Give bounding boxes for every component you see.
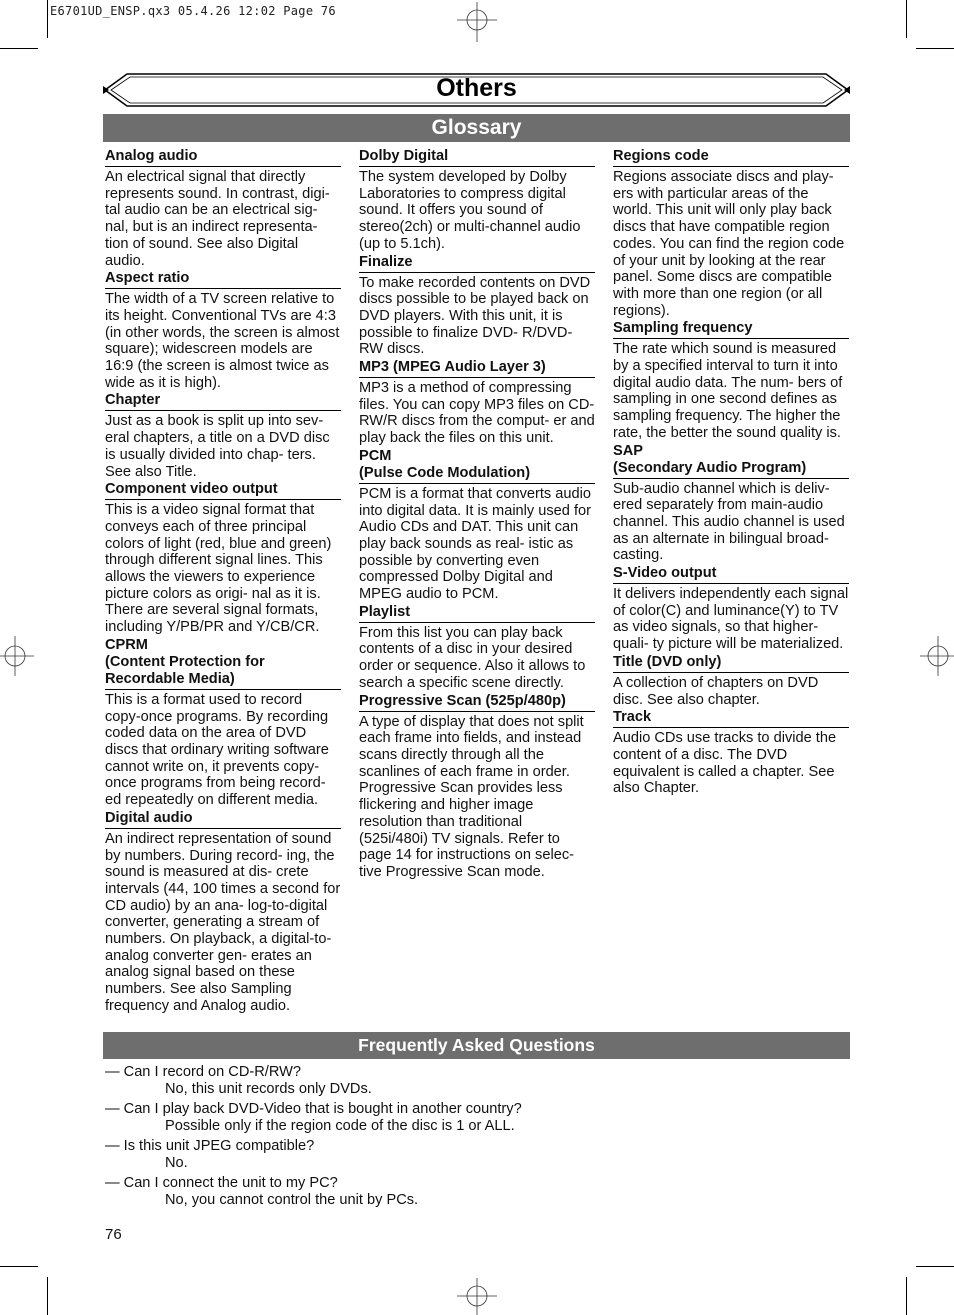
glossary-definition: The rate which sound is measured by a specified interval to turn it into digital audio data. The num- bers of sampling in one second defines as sampling frequency. The higher the rate, the better the sound quality is.: [613, 341, 843, 441]
glossary-entry: [359, 359, 595, 447]
glossary-term-line: Regions code: [613, 148, 709, 164]
glossary-definition: It delivers independently each signal of color(C) and luminance(Y) to TV as video signals, so that higher-quali- ty picture will be materialized.: [613, 586, 849, 653]
glossary-definition: To make recorded contents on DVD discs possible to be played back on DVD players. With this unit, it is possible to finalize DVD- R/DVD-RW discs.: [359, 274, 591, 358]
glossary-term-line: (Secondary Audio Program): [613, 459, 807, 476]
glossary-term-line: Finalize: [359, 253, 413, 270]
glossary-definition: Sub-audio channel which is deliv- ered separately from main-audio channel. This audio channel is used as an alternate in bilingual broad- casting.: [613, 480, 845, 564]
crop-mark: [47, 1277, 48, 1315]
faq-item: [105, 1175, 845, 1208]
glossary-entry: [359, 148, 595, 253]
registration-mark-icon: [457, 1278, 497, 1315]
glossary-term-line: (Pulse Code Modulation): [359, 464, 531, 481]
glossary-term: [613, 654, 849, 673]
faq-item: [105, 1064, 845, 1097]
glossary-entry: [105, 810, 341, 1015]
glossary-term-line: Aspect ratio: [105, 270, 190, 287]
glossary-entry: [613, 654, 849, 708]
glossary-entry: [359, 693, 595, 881]
faq-answer: No, this unit records only DVDs.: [165, 1080, 372, 1097]
glossary-entry: [359, 448, 595, 603]
glossary-entry: [105, 481, 341, 636]
glossary-term: [105, 148, 341, 167]
glossary-term-line: Recordable Media): [105, 670, 235, 687]
glossary-heading: Glossary: [103, 114, 850, 142]
crop-mark: [0, 1266, 38, 1267]
glossary-term-line: MP3 (MPEG Audio Layer 3): [359, 359, 546, 376]
faq-question: — Can I play back DVD-Video that is bought in another country?: [105, 1101, 522, 1117]
faq-heading: Frequently Asked Questions: [103, 1032, 850, 1059]
glossary-term-line: Progressive Scan (525p/480p): [359, 692, 566, 709]
glossary-entry: [359, 604, 595, 692]
glossary-definition: An indirect representation of sound by numbers. During record- ing, the sound is measured at dis- crete intervals (44, 100 times a second for CD audio) by an ana- log-to-digital converter, generating a stream of numbers. On playback, a digital-to-analog converter gen- erates an analog signal based on these numbers. See also Sampling frequency and Analog audio.: [105, 830, 341, 1014]
glossary-term-line: Track: [613, 709, 652, 726]
glossary-definition: A collection of chapters on DVD disc. See also chapter.: [613, 674, 819, 708]
glossary-term: [105, 392, 341, 411]
faq-answer: No, you cannot control the unit by PCs.: [165, 1191, 419, 1208]
registration-mark-icon: [457, 2, 497, 42]
faq-item: [105, 1138, 845, 1171]
page-number: 76: [105, 1226, 122, 1243]
glossary-term: [359, 448, 595, 484]
glossary-term-line: SAP: [613, 442, 644, 459]
glossary-term-line: CPRM: [105, 636, 148, 653]
glossary-entry: [105, 148, 341, 269]
registration-mark-icon: [920, 636, 954, 676]
print-header: E6701UD_ENSP.qx3 05.4.26 12:02 Page 76: [50, 4, 336, 18]
glossary-term: [359, 693, 595, 712]
glossary-term: [613, 443, 849, 479]
crop-mark: [906, 1277, 907, 1315]
glossary-term-line: Component video output: [105, 481, 278, 498]
glossary-term: [359, 604, 595, 623]
glossary-term: [613, 709, 849, 728]
glossary-definition: This is a format used to record copy-once programs. By recording coded data on the area of DVD discs that ordinary writing software cannot write on, it prevents copy- once programs from being record- ed repeatedly on different media.: [105, 691, 329, 809]
faq-item: [105, 1101, 845, 1134]
glossary-term-line: Title (DVD only): [613, 653, 722, 670]
glossary-term-line: PCM: [359, 447, 392, 464]
faq-question: — Can I record on CD-R/RW?: [105, 1064, 301, 1080]
glossary-definition: A type of display that does not split each frame into fields, and instead scans directly through all the scanlines of each frame in order. Progressive Scan provides less flickering and higher image resolution than traditional (525i/480i) TV signals. Refer to page 14 for instructions on selec- tive Progressive Scan mode.: [359, 713, 584, 880]
glossary-entry: [105, 637, 341, 809]
registration-mark-icon: [0, 636, 34, 676]
glossary-term: [105, 810, 341, 829]
glossary-term: [105, 637, 341, 690]
glossary-term: [105, 481, 341, 500]
glossary-term-line: Chapter: [105, 392, 161, 409]
glossary-term: [105, 270, 341, 289]
crop-mark: [916, 48, 954, 49]
glossary-definition: An electrical signal that directly represents sound. In contrast, digi- tal audio can be an electrical sig- nal, but is an indirect representa- tion of sound. See also Digital audio.: [105, 169, 330, 269]
glossary-term-line: Digital audio: [105, 809, 193, 826]
glossary-column-2: [359, 148, 595, 882]
glossary-entry: [613, 320, 849, 441]
faq-answer: No.: [165, 1154, 188, 1171]
glossary-entry: [105, 270, 341, 391]
glossary-column-3: [613, 148, 849, 798]
page-title: Others: [436, 74, 517, 102]
glossary-entry: [613, 443, 849, 565]
glossary-definition: The width of a TV screen relative to its height. Conventional TVs are 4:3 (in other words, the screen is almost square); widescreen models are 16:9 (the screen is almost twice as wide as it is high).: [105, 291, 340, 391]
glossary-term-line: Dolby Digital: [359, 148, 449, 164]
glossary-term: [613, 565, 849, 584]
glossary-term-line: Analog audio: [105, 148, 198, 164]
glossary-definition: This is a video signal format that conveys each of three principal colors of light (red, blue and green) through different signal lines. This allows the viewers to experience picture colors as origi- nal as it is. There are several signal formats, including Y/PB/PR and Y/CB/CR.: [105, 502, 332, 636]
faq-list: [105, 1064, 845, 1212]
glossary-term: [359, 148, 595, 167]
glossary-term: [359, 359, 595, 378]
title-banner: [103, 72, 850, 108]
glossary-entry: [613, 565, 849, 653]
faq-question: — Is this unit JPEG compatible?: [105, 1138, 315, 1154]
crop-mark: [916, 1266, 954, 1267]
glossary-definition: Audio CDs use tracks to divide the content of a disc. The DVD equivalent is called a chapter. See also Chapter.: [613, 730, 837, 797]
glossary-term-line: Sampling frequency: [613, 320, 753, 337]
glossary-definition: MP3 is a method of compressing files. You can copy MP3 files on CD-RW/R discs from the comput- er and play back the files on this unit.: [359, 380, 595, 447]
glossary-term: [613, 148, 849, 167]
glossary-term-line: S-Video output: [613, 565, 717, 582]
glossary-entry: [613, 709, 849, 797]
glossary-definition: Regions associate discs and play- ers with particular areas of the world. This unit will only play back discs that have compatible region codes. You can find the region code of your unit by looking at the rear panel. Some discs are compatible with more than one region (or all regions).: [613, 169, 845, 319]
glossary-entry: [613, 148, 849, 319]
glossary-term-line: Playlist: [359, 603, 411, 620]
glossary-definition: From this list you can play back contents of a disc in your desired order or sequence. Also it allows to search a specific scene directly.: [359, 624, 586, 691]
glossary-definition: Just as a book is split up into sev- eral chapters, a title on a DVD disc is usually divided into chap- ters. See also Title.: [105, 413, 330, 480]
glossary-column-1: [105, 148, 341, 1016]
faq-question: — Can I connect the unit to my PC?: [105, 1175, 338, 1191]
crop-mark: [906, 0, 907, 38]
crop-mark: [47, 0, 48, 38]
glossary-term: [359, 254, 595, 273]
crop-mark: [0, 48, 38, 49]
glossary-entry: [105, 392, 341, 480]
faq-answer: Possible only if the region code of the disc is 1 or ALL.: [165, 1117, 515, 1134]
glossary-entry: [359, 254, 595, 359]
glossary-definition: PCM is a format that converts audio into digital data. It is mainly used for Audio CDs and DAT. This unit can play back sounds as real- istic as possible by converting even compressed Dolby Digital and MPEG audio to PCM.: [359, 485, 591, 603]
glossary-term: [613, 320, 849, 339]
glossary-definition: The system developed by Dolby Laboratories to compress digital sound. It offers you sound of stereo(2ch) or multi-channel audio (up to 5.1ch).: [359, 169, 581, 252]
glossary-term-line: (Content Protection for: [105, 653, 265, 670]
